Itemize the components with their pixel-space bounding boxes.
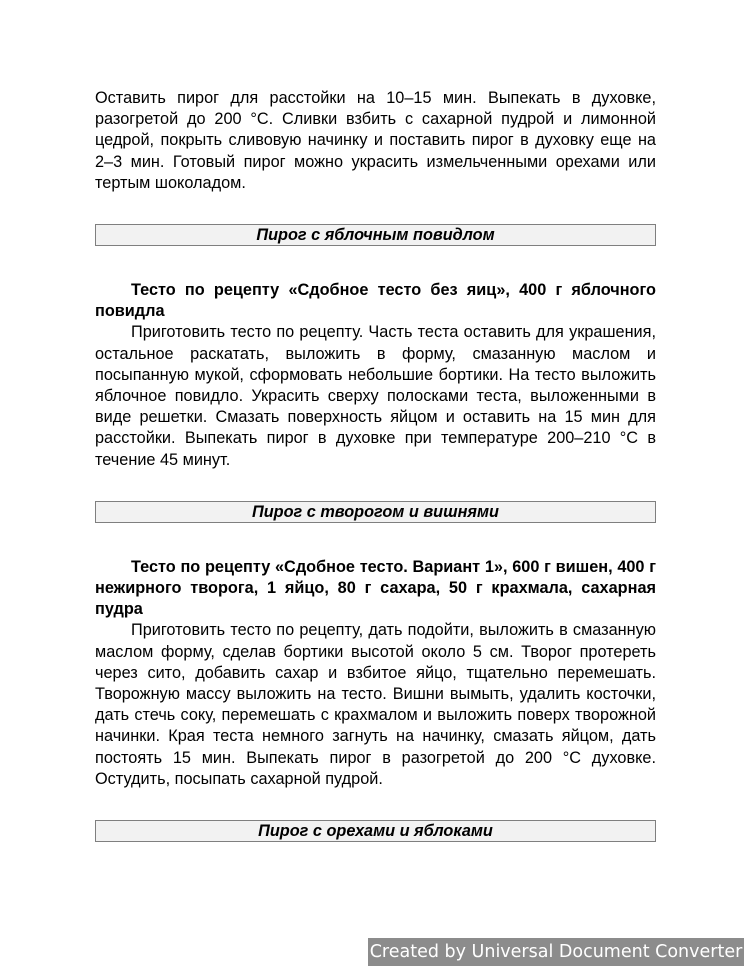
spacer xyxy=(95,471,656,501)
section-title-apple-jam-pie: Пирог с яблочным повидлом xyxy=(95,224,656,246)
spacer xyxy=(95,194,656,224)
converter-watermark: Created by Universal Document Converter xyxy=(368,938,744,966)
intro-paragraph: Оставить пирог для расстойки на 10–15 мин. Выпекать в духовке, разогретой до 200 °С. Сливки взбить с сахарной пудрой и лимонной цедрой, покрыть сливовую начинку и поставить пирог в духовку еще на 2–3 мин. Готовый пирог можно украсить измельченными орехами или тертым шоколадом. xyxy=(95,89,656,192)
instructions-paragraph: Приготовить тесто по рецепту. Часть теста оставить для украшения, остальное раскатать, выложить в форму, смазанную маслом и посыпанную мукой, сформовать небольшие бортики. На тесто выложить яблочное повидло. Украсить сверху полосками теста, выложенными в виде решетки. Смазать поверхность яйцом и оставить на 15 мин для расстойки. Выпекать пирог в духовке при температуре 200–210 °С в течение 45 минут. xyxy=(95,323,656,469)
ingredients-paragraph: Тесто по рецепту «Сдобное тесто без яиц», 400 г яблочного повидла xyxy=(95,281,656,321)
ingredients-paragraph: Тесто по рецепту «Сдобное тесто. Вариант 1», 600 г вишен, 400 г нежирного творога, 1 яйцо, 80 г сахара, 50 г крахмала, сахарная пудра xyxy=(95,557,656,619)
document-page xyxy=(95,88,656,842)
section-title-nut-apple-pie: Пирог с орехами и яблоками xyxy=(95,820,656,842)
spacer xyxy=(95,246,656,280)
instructions-paragraph: Приготовить тесто по рецепту, дать подойти, выложить в смазанную маслом форму, сделав бортики высотой около 5 см. Творог протереть через сито, добавить сахар и взбитое яйцо, тщательно перемешать. Творожную массу выложить на тесто. Вишни вымыть, удалить косточки, дать стечь соку, перемешать с крахмалом и выложить поверх творожной начинки. Края теста немного загнуть на начинку, смазать яйцом, дать постоять 15 мин. Выпекать пирог в разогретой до 200 °С духовке. Остудить, посыпать сахарной пудрой. xyxy=(95,621,656,788)
spacer xyxy=(95,523,656,557)
section-title-cottage-cherry-pie: Пирог с творогом и вишнями xyxy=(95,501,656,523)
spacer xyxy=(95,790,656,820)
